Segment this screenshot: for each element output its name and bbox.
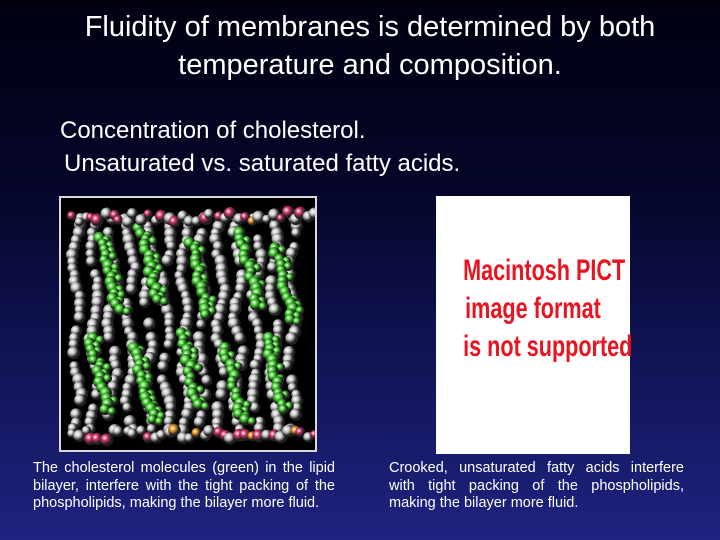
pict-line-1: Macintosh PICT <box>463 254 626 287</box>
atom-sphere <box>108 407 117 416</box>
atom-sphere <box>74 311 86 323</box>
atom-sphere <box>143 317 155 329</box>
atom-sphere <box>139 297 150 308</box>
atom-sphere <box>290 409 302 421</box>
pict-line-2: image format <box>465 292 601 325</box>
atom-sphere <box>259 302 268 311</box>
atom-sphere <box>67 211 77 221</box>
title-line-1: Fluidity of membranes is determined by both <box>84 11 656 43</box>
atom-sphere <box>200 309 211 320</box>
atom-sphere <box>160 297 169 306</box>
atom-sphere <box>293 317 302 326</box>
atom-sphere <box>127 428 137 438</box>
bullet-fatty-acids: Unsaturated vs. saturated fatty acids. <box>64 150 461 177</box>
atom-sphere <box>113 215 123 225</box>
atom-sphere <box>86 256 97 267</box>
atom-sphere <box>155 417 164 426</box>
atom-sphere <box>215 388 227 400</box>
atom-sphere <box>123 307 132 316</box>
atom-sphere <box>126 283 138 295</box>
atom-sphere <box>291 228 301 238</box>
atom-sphere <box>203 425 215 437</box>
atom-sphere <box>194 364 203 373</box>
atom-sphere <box>204 209 214 219</box>
atom-sphere <box>194 416 206 428</box>
atom-sphere <box>269 303 282 316</box>
atom-sphere <box>191 428 201 438</box>
membrane-cholesterol-model-icon <box>61 198 315 450</box>
atom-sphere <box>201 375 212 386</box>
atom-sphere <box>122 402 132 412</box>
pict-unsupported-message <box>463 252 633 366</box>
atom-sphere <box>285 332 298 345</box>
atom-sphere <box>67 347 80 360</box>
slide-title <box>30 8 710 84</box>
bullet-list <box>60 116 680 179</box>
atom-sphere <box>196 319 206 329</box>
atom-sphere <box>248 417 257 426</box>
atom-sphere <box>74 394 86 406</box>
cholesterol-caption: The cholesterol molecules (green) in the lipid bilayer, interfere with the tight packing of the phospholipids, making the bilayer more fluid. <box>33 460 335 511</box>
atom-sphere <box>161 255 173 267</box>
pict-placeholder-image <box>436 196 633 454</box>
pict-line-3: is not supported <box>463 330 633 363</box>
atom-sphere <box>234 332 246 344</box>
membrane-cholesterol-image <box>59 196 317 452</box>
fatty-acid-caption: Crooked, unsaturated fatty acids interfere with tight packing of the phospholipids, making the bilayer more fluid. <box>389 460 684 511</box>
bullet-cholesterol: Concentration of cholesterol. <box>60 117 366 144</box>
atom-sphere <box>164 339 174 349</box>
atom-sphere <box>103 332 114 343</box>
atom-sphere <box>113 426 124 437</box>
atom-sphere <box>166 241 176 251</box>
atom-sphere <box>278 404 288 414</box>
atom-sphere <box>157 361 168 372</box>
atom-sphere <box>144 209 153 218</box>
title-line-2: temperature and composition. <box>178 49 562 81</box>
atom-sphere <box>201 402 210 411</box>
